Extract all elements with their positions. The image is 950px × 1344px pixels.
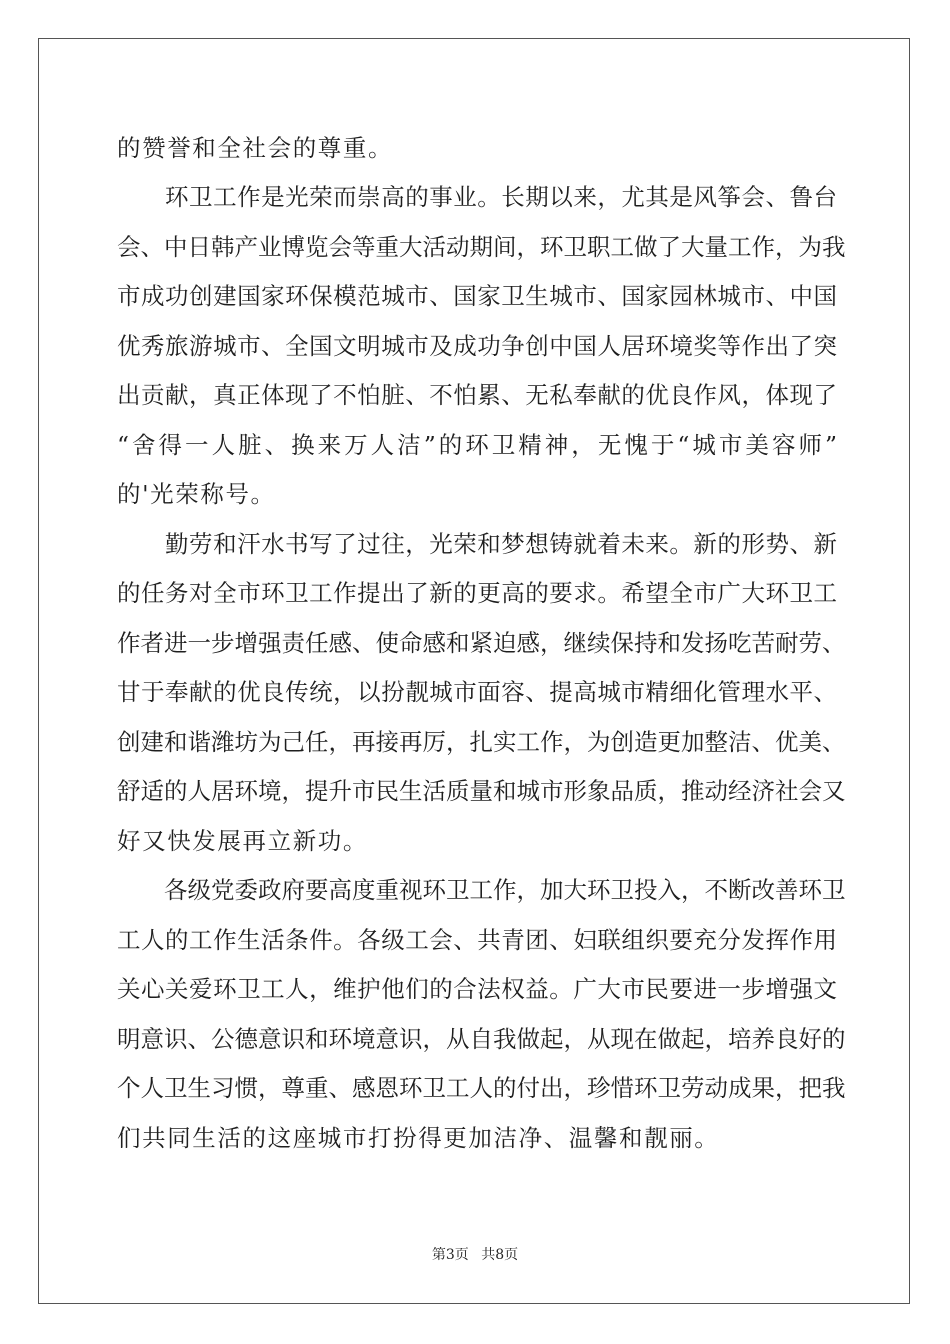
text-line: 明意识、公德意识和环境意识，从自我做起，从现在做起，培养良好的 [117, 1025, 846, 1053]
text-line: 们共同生活的这座城市打扮得更加洁净、温馨和靓丽。 [117, 1124, 720, 1152]
text-line: 工人的工作生活条件。各级工会、共青团、妇联组织要充分发挥作用 [117, 926, 837, 954]
text-line: 的'光荣称号。 [117, 480, 276, 508]
text-line: 舒适的人居环境，提升市民生活质量和城市形象品质，推动经济社会又 [117, 777, 846, 805]
text-line: 甘于奉献的优良传统，以扮靓城市面容、提高城市精细化管理水平、 [117, 678, 837, 706]
text-line: 会、中日韩产业博览会等重大活动期间，环卫职工做了大量工作，为我 [117, 233, 846, 261]
text-line: 勤劳和汗水书写了过往，光荣和梦想铸就着未来。新的形势、新 [117, 530, 837, 558]
text-line: 优秀旅游城市、全国文明城市及成功争创中国人居环境奖等作出了突 [117, 332, 837, 360]
text-line: 作者进一步增强责任感、使命感和紧迫感，继续保持和发扬吃苦耐劳、 [117, 629, 846, 657]
text-line: “舍得一人脏、换来万人洁”的环卫精神，无愧于“城市美容师” [117, 431, 837, 459]
text-line: 创建和谐潍坊为己任，再接再厉，扎实工作，为创造更加整洁、优美、 [117, 728, 846, 756]
text-line: 出贡献，真正体现了不怕脏、不怕累、无私奉献的优良作风，体现了 [117, 381, 837, 409]
text-line: 个人卫生习惯，尊重、感恩环卫工人的付出，珍惜环卫劳动成果，把我 [117, 1074, 846, 1102]
text-line: 的任务对全市环卫工作提出了新的更高的要求。希望全市广大环卫工 [117, 579, 837, 607]
text-line: 各级党委政府要高度重视环卫工作，加大环卫投入，不断改善环卫 [117, 876, 846, 904]
text-line: 环卫工作是光荣而崇高的事业。长期以来，尤其是风筝会、鲁台 [117, 183, 837, 211]
text-line: 市成功创建国家环保模范城市、国家卫生城市、国家园林城市、中国 [117, 282, 837, 310]
page-number: 第3页 [431, 1247, 469, 1263]
page-footer [0, 1244, 950, 1264]
page-total: 共8页 [481, 1247, 519, 1263]
text-line: 关心关爱环卫工人，维护他们的合法权益。广大市民要进一步增强文 [117, 975, 837, 1003]
text-line: 的赞誉和全社会的尊重。 [117, 134, 394, 162]
text-line: 好又快发展再立新功。 [117, 827, 368, 855]
